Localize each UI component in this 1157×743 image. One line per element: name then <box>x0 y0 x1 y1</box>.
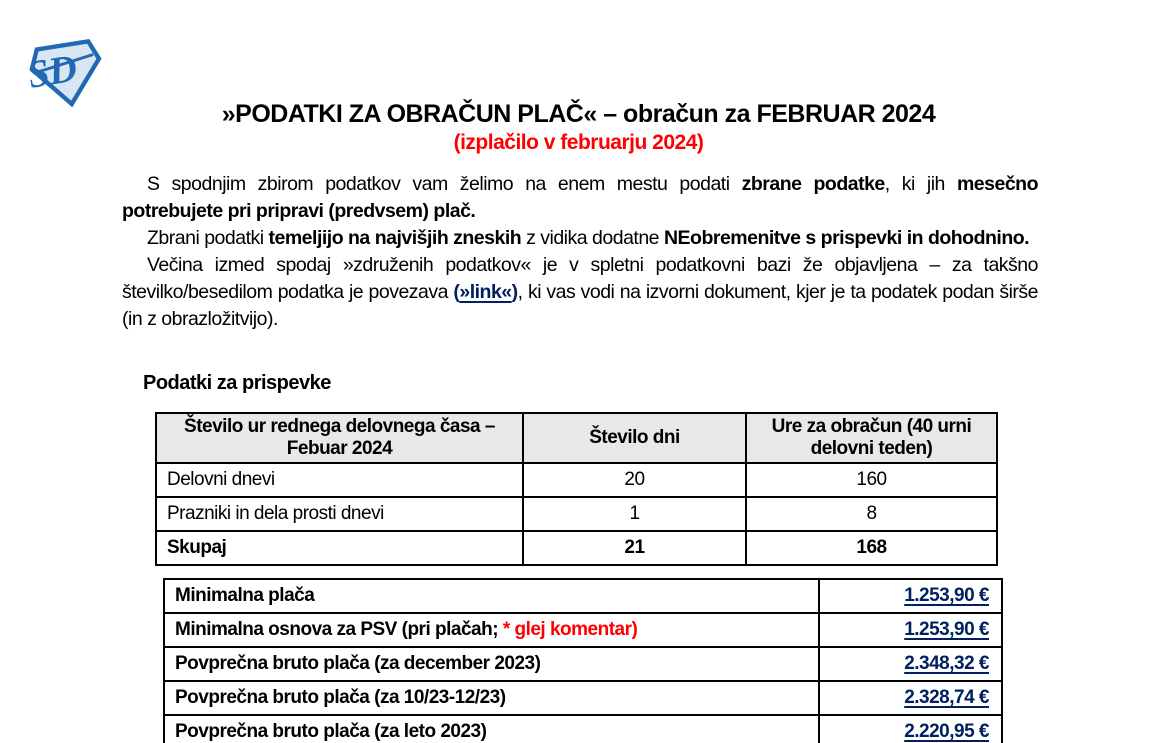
page-title: »PODATKI ZA OBRAČUN PLAČ« – obračun za FEBRUAR 2024 <box>221 100 936 128</box>
link-label[interactable]: »link« <box>459 281 512 303</box>
intro-text <box>122 171 1038 333</box>
intro-paragraph-1 <box>122 171 1038 225</box>
hours-value: 160 <box>746 463 997 497</box>
amounts-table <box>163 578 1003 743</box>
column-header-stevilo-dni: Število dni <box>523 413 746 463</box>
paragraph-text: , ki vas vodi na izvorni dokument, kjer je ta podatek podan širše (in z obrazložitvijo). <box>122 281 1038 330</box>
table-row <box>164 715 1002 743</box>
paragraph-text: Zbrani podatki <box>147 227 269 249</box>
amount-label: Povprečna bruto plača (za leto 2023) <box>164 715 819 743</box>
paragraph-bold-text: zbrane podatke <box>741 173 885 195</box>
amount-value-link[interactable] <box>904 687 989 708</box>
column-header-delovni-cas: Število ur rednega delovnega časa – Febuar 2024 <box>156 413 523 463</box>
link-paren: ) <box>511 281 518 303</box>
amount-value[interactable]: 1.253,90 € <box>904 619 989 640</box>
amount-label: Minimalna plača <box>164 579 819 613</box>
amount-value-cell <box>819 613 1002 647</box>
table-row <box>164 579 1002 613</box>
amount-value-link[interactable] <box>904 585 989 606</box>
company-logo <box>25 40 104 108</box>
hours-table-header-row <box>156 413 997 463</box>
amount-value-cell <box>819 647 1002 681</box>
paragraph-bold-text: temeljijo na najvišjih zneskih <box>268 227 522 249</box>
hours-value: 8 <box>746 497 997 531</box>
section-heading-prispevki: Podatki za prispevke <box>143 372 331 394</box>
paragraph-text: z vidika dodatne <box>521 227 664 249</box>
row-label: Skupaj <box>156 531 523 565</box>
column-header-ure-za-obracun: Ure za obračun (40 urni delovni teden) <box>746 413 997 463</box>
days-value: 1 <box>523 497 746 531</box>
paragraph-text: Večina izmed spodaj »združenih podatkov« je v spletni podatkovni bazi že objavljena – za takšno številko/besedilom podatka je povezava <box>122 254 1038 303</box>
table-row <box>164 681 1002 715</box>
logo-initials: SD <box>25 46 80 97</box>
amount-value[interactable]: 2.220,95 € <box>904 721 989 742</box>
days-value: 20 <box>523 463 746 497</box>
amount-label: Povprečna bruto plača (za 10/23-12/23) <box>164 681 819 715</box>
intro-paragraph-3 <box>122 252 1038 333</box>
hours-value: 168 <box>746 531 997 565</box>
paragraph-bold-text: mesečno potrebujete pri pripravi (predvsem) plač. <box>122 173 1038 222</box>
row-label: Delovni dnevi <box>156 463 523 497</box>
table-row <box>156 497 997 531</box>
amount-value-cell <box>819 579 1002 613</box>
source-link[interactable] <box>453 281 517 303</box>
amount-value[interactable]: 2.348,32 € <box>904 653 989 674</box>
amount-value[interactable]: 1.253,90 € <box>904 585 989 606</box>
amount-value-cell <box>819 715 1002 743</box>
amount-label: Povprečna bruto plača (za december 2023) <box>164 647 819 681</box>
amount-value-link[interactable] <box>904 619 989 640</box>
table-row-total <box>156 531 997 565</box>
amount-value-link[interactable] <box>904 653 989 674</box>
amount-label-red-note: * glej komentar) <box>502 619 638 640</box>
table-row <box>164 613 1002 647</box>
page-subtitle: (izplačilo v februarju 2024) <box>453 131 704 154</box>
intro-paragraph-2 <box>122 225 1038 252</box>
row-label: Prazniki in dela prosti dnevi <box>156 497 523 531</box>
paragraph-text: , ki jih <box>884 173 957 195</box>
amount-label-text: Minimalna osnova za PSV (pri plačah; <box>175 619 503 640</box>
link-paren: ( <box>453 281 460 303</box>
amount-value[interactable]: 2.328,74 € <box>904 687 989 708</box>
paragraph-bold-text: NEobremenitve s prispevki in dohodnino. <box>663 227 1030 249</box>
amount-value-cell <box>819 681 1002 715</box>
table-row <box>164 647 1002 681</box>
amount-label <box>164 613 819 647</box>
paragraph-text: S spodnjim zbirom podatkov vam želimo na enem mestu podati <box>147 173 742 195</box>
amount-value-link[interactable] <box>904 721 989 742</box>
days-value: 21 <box>523 531 746 565</box>
hours-table <box>155 412 998 566</box>
table-row <box>156 463 997 497</box>
